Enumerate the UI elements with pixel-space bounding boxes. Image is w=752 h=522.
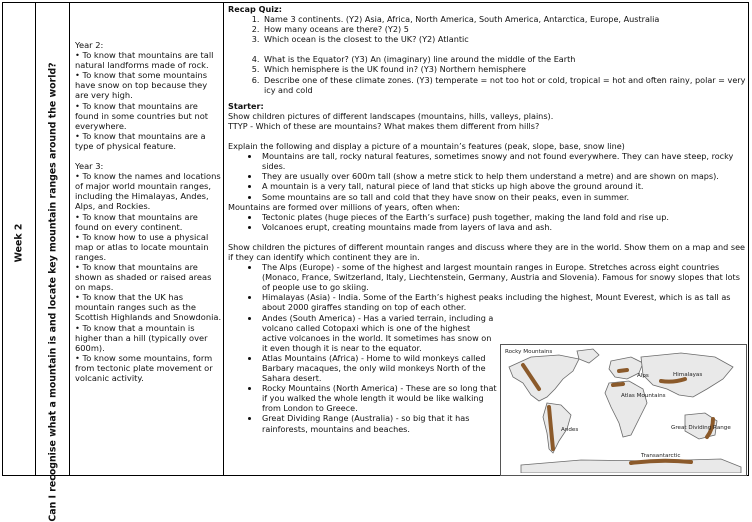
range-item: • Great Dividing Range (Australia) - so big that it has rainforests, mountains and beaches. [260, 413, 497, 433]
range-item: • Rocky Mountains (North America) - These are so long that if you walked the whole length it would be like walking from London to Greece. [260, 383, 497, 413]
formed-intro: Mountains are formed over millions of years, often when: [228, 201, 460, 212]
recap-question: 5. Which hemisphere is the UK found in? (Y3) Northern hemisphere [262, 64, 748, 74]
week-label: Week 2 [13, 223, 25, 263]
objective-cell [35, 2, 70, 522]
recap-question: 1. Name 3 continents. (Y2) Asia, Africa, North America, South America, Antarctica, Europe, Australia [262, 14, 748, 24]
explain-bullet: • They are usually over 600m tall (show a metre stick to help them understand a metre) and are shown on maps). [260, 171, 748, 181]
year3-item: • To know that the UK has mountain ranges such as the Scottish Highlands and Snowdonia. [75, 292, 222, 323]
map-label-andes: Andes [561, 427, 579, 433]
world-mountains-map [500, 344, 747, 476]
range-item: • Andes (South America) - Has a varied terrain, including a volcano called Cotopaxi which is one of the highest active volcanoes in the world. It sometimes has snow on it even though it is near to the equator. [260, 313, 497, 353]
starter-line: TTYP - Which of these are mountains? What makes them different from hills? [228, 120, 540, 131]
year2-heading: Year 2: [75, 40, 104, 50]
map-label-himalayas: Himalayas [673, 372, 703, 378]
map-label-alps: Alps [637, 373, 649, 379]
knowledge-cell [69, 2, 224, 476]
atlas-range [613, 384, 623, 385]
world-map-image [501, 345, 744, 473]
year2-item: • To know that mountains are found in some countries but not everywhere. [75, 100, 209, 131]
africa-shape [605, 381, 647, 437]
explain-bullet: • A mountain is a very tall, natural piece of land that sticks up high above the ground around it. [260, 181, 748, 191]
map-label-rocky: Rocky Mountains [505, 349, 553, 355]
recap-question: 4. What is the Equator? (Y3) An (imaginary) line around the middle of the Earth [262, 54, 748, 64]
year3-item: • To know that a mountain is higher than a hill (typically over 600m). [75, 322, 208, 353]
formed-bullets [228, 212, 748, 232]
recap-question: 3. Which ocean is the closest to the UK? (Y2) Atlantic [262, 34, 748, 44]
year3-item: • To know how to use a physical map or atlas to locate mountain ranges. [75, 231, 209, 262]
map-label-atlas: Atlas Mountains [621, 393, 666, 399]
week-cell [2, 2, 36, 476]
year2-item: • To know that some mountains have snow on top because they are very high. [75, 70, 208, 101]
alps-range [619, 370, 627, 371]
year3-item: • To know that mountains are shown as shaded or raised areas on maps. [75, 261, 212, 293]
recap-title: Recap Quiz: [228, 4, 282, 14]
recap-question: 2. How many oceans are there? (Y2) 5 [262, 24, 748, 34]
year2-item: • To know that mountains are tall natural landforms made of rock. [75, 50, 214, 71]
north-america-shape [509, 355, 579, 401]
recap-questions-a [228, 14, 748, 44]
knowledge-list [75, 40, 223, 383]
range-item: • Himalayas (Asia) - India. Some of the Earth’s highest peaks including the highest, Mount Everest, which is as tall as about 2000 giraffes standing on top of each other. [260, 292, 748, 312]
map-label-great-dividing: Great Dividing Range [671, 425, 731, 431]
transantarctic-range [631, 461, 691, 463]
starter-line: Show children pictures of different landscapes (mountains, hills, valleys, plains). [228, 110, 554, 121]
explain-intro: Explain the following and display a picture of a mountain’s features (peak, slope, base, snow line) [228, 141, 625, 152]
starter-title: Starter: [228, 100, 264, 111]
explain-bullets [228, 151, 748, 201]
explain-bullet: • Some mountains are so tall and cold that they have snow on their peaks, even in summer. [260, 192, 748, 202]
lesson-objective: Can I recognise what a mountain is and locate key mountain ranges around the world? [47, 62, 59, 522]
year2-item: • To know that mountains are a type of physical feature. [75, 130, 206, 151]
greenland-shape [577, 349, 599, 363]
range-item: • The Alps (Europe) - some of the highest and largest mountain ranges in Europe. Stretches across eight countries (Monaco, France, Switzerland, Italy, Liechtenstein, Germany, Austria and Slovenia). Famous for snowy slopes that lots of people use to go skiing. [260, 262, 748, 292]
recap-questions-b [228, 54, 748, 94]
explain-bullet: • Mountains are tall, rocky natural features, sometimes snowy and not found everywhere. They can have steep, rocky sides. [260, 151, 748, 171]
formed-bullet: • Tectonic plates (huge pieces of the Earth’s surface) push together, making the land fold and rise up. [260, 212, 748, 222]
ranges-intro: Show children the pictures of different mountain ranges and discuss where they are in the world. Show them on a map and see if they can identify which continent they are in. [228, 241, 746, 262]
map-label-transantarctic: Transantarctic [641, 453, 681, 459]
year3-item: • To know some mountains, form from tectonic plate movement or volcanic activity. [75, 352, 213, 383]
year3-item: • To know that mountains are found on every continent. [75, 211, 198, 232]
recap-question: 6. Describe one of these climate zones. (Y3) temperate = not too hot or cold, tropical = hot and often rainy, polar = very icy and cold [262, 75, 748, 95]
year3-heading: Year 3: [75, 161, 104, 172]
range-item: • Atlas Mountains (Africa) - Home to wild monkeys called Barbary macaques, the only wild monkeys North of the Sahara desert. [260, 353, 497, 383]
year3-item: • To know the names and locations of major world mountain ranges, including the Himalayas, Andes, Alps, and Rockies. [75, 171, 221, 212]
formed-bullet: • Volcanoes erupt, creating mountains made from layers of lava and ash. [260, 222, 748, 232]
